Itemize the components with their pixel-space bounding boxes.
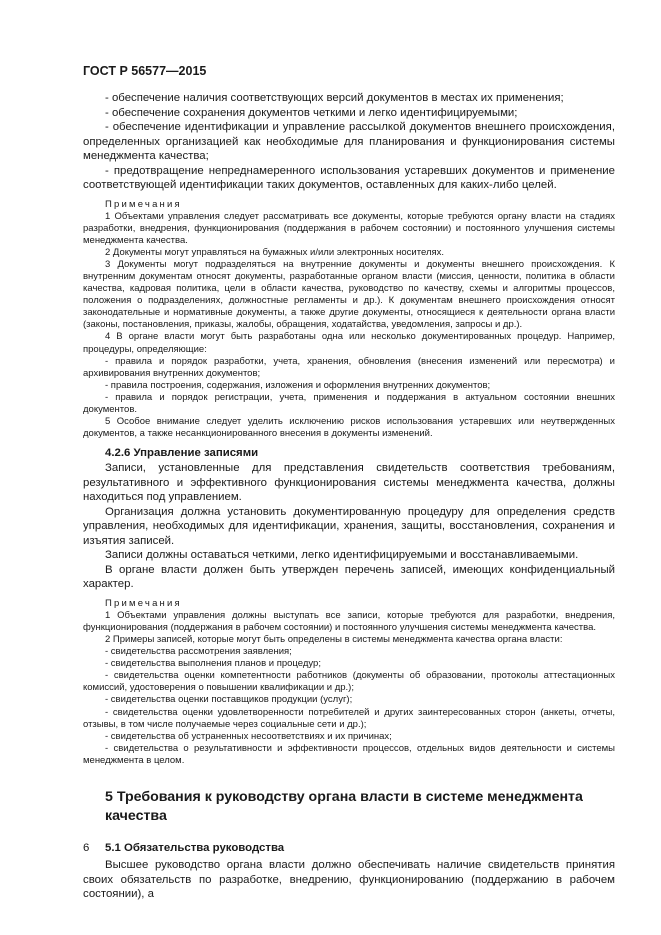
note-item: 2 Документы могут управляться на бумажных и/или электронных носителях.: [105, 246, 445, 258]
intro-item: - обеспечение сохранения документов четкими и легко идентифицируемыми;: [105, 106, 518, 119]
note-item: - свидетельства оценки компетентности работников (документы об образовании, протоколы аттестационных комиссий, удостоверения о повышении квалификации и др.);: [83, 670, 615, 694]
note-item: 4 В органе власти могут быть разработаны одна или несколько документированных процедур. Например, процедуры, определяющие:: [83, 331, 615, 355]
note-item: - свидетельства оценки удовлетворенности потребителей и других заинтересованных сторон (анкеты, отчеты, отзывы, в том числе получаемые через социальные сети и др.);: [83, 706, 615, 730]
note-item: - свидетельства выполнения планов и процедур;: [105, 658, 321, 670]
page-content: [83, 91, 615, 902]
note-item: 5 Особое внимание следует уделить исключению рисков использования устаревших или неутвержденных документов, а также несанкционированного внесения в документы изменений.: [83, 416, 615, 440]
note-item: 1 Объектами управления должны выступать все записи, которые требуются для разработки, внедрения, функционирования (поддержания в рабочем состоянии) и постоянного улучшения системы менеджмента качества.: [83, 609, 615, 633]
notes-title: Примечания: [105, 198, 182, 210]
note-item: - свидетельства об устраненных несоответствиях и их причинах;: [105, 730, 392, 742]
intro-item: - обеспечение идентификации и управление рассылкой документов внешнего происхождения, определенных организацией как необходимые для планирования и функционирования системы менеджмента качества;: [83, 121, 615, 162]
paragraph: Записи должны оставаться четкими, легко идентифицируемыми и восстанавливаемыми.: [105, 549, 579, 562]
paragraph: В органе власти должен быть утвержден перечень записей, имеющих конфиденциальный характер.: [83, 563, 615, 591]
notes-title: Примечания: [105, 597, 182, 609]
paragraph: Высшее руководство органа власти должно обеспечивать наличие свидетельств принятия своих обязательств по разработке, внедрению, функционированию (поддержанию в рабочем состоянии), а: [83, 859, 615, 900]
document-header: ГОСТ Р 56577—2015: [83, 64, 207, 78]
note-item: - правила и порядок регистрации, учета, применения и поддержания в актуальном состоянии внешних документов.: [83, 391, 615, 415]
subsection-heading: 4.2.6 Управление записями: [105, 447, 259, 460]
section-heading: 5 Требования к руководству органа власти в системе менеджмента качества: [105, 789, 583, 824]
paragraph: Организация должна установить документированную процедуру для определения средств управления, необходимых для идентификации, хранения, защиты, восстановления, сохранения и изъятия записей.: [83, 505, 615, 547]
intro-item: - предотвращение непреднамеренного использования устаревших документов и применение соответствующей идентификации таких документов, оставленных для каких-либо целей.: [83, 164, 615, 191]
note-item: - свидетельства рассмотрения заявления;: [105, 646, 292, 658]
paragraph: Записи, установленные для представления свидетельств соответствия требованиям, результативного и эффективного функционирования системы менеджмента качества, должны находиться под управлением.: [83, 462, 615, 504]
note-item: 1 Объектами управления следует рассматривать все документы, которые требуются органу власти на стадиях разработки, внедрения, функционирования (поддержания в рабочем состоянии) и постоянного улучшения системы менеджмента качества.: [83, 210, 615, 246]
subsection-heading: 5.1 Обязательства руководства: [105, 842, 285, 854]
note-item: 3 Документы могут подразделяться на внутренние документы и документы внешнего происхождения. К внутренним документам относят документы, разработанные органом власти (миссия, ценности, политика в области качества, кадровая политика, цели в области качества, руководство по качеству, схемы и алгоритмы процессов, положения о подразделениях, должностные регламенты и др.). К документам внешнего происхождения относят законодательные и нормативные документы, а также другие документы, относящиеся к деятельности органа власти (законы, постановления, приказы, жалобы, обращения, ходатайства, уведомления, запросы и др.).: [83, 258, 615, 331]
note-item: - свидетельства оценки поставщиков продукции (услуг);: [105, 694, 353, 706]
page-number: 6: [83, 842, 90, 854]
note-item: - правила построения, содержания, изложения и оформления внутренних документов;: [105, 379, 491, 391]
note-item: 2 Примеры записей, которые могут быть определены в системы менеджмента качества органа власти:: [105, 633, 563, 645]
note-item: - правила и порядок разработки, учета, хранения, обновления (внесения изменений или пересмотра) и архивирования внутренних документов;: [83, 355, 615, 379]
intro-item: - обеспечение наличия соответствующих версий документов в местах их применения;: [105, 92, 564, 104]
note-item: - свидетельства о результативности и эффективности процессов, отдельных видов деятельности и системы менеджмента в целом.: [83, 742, 615, 766]
